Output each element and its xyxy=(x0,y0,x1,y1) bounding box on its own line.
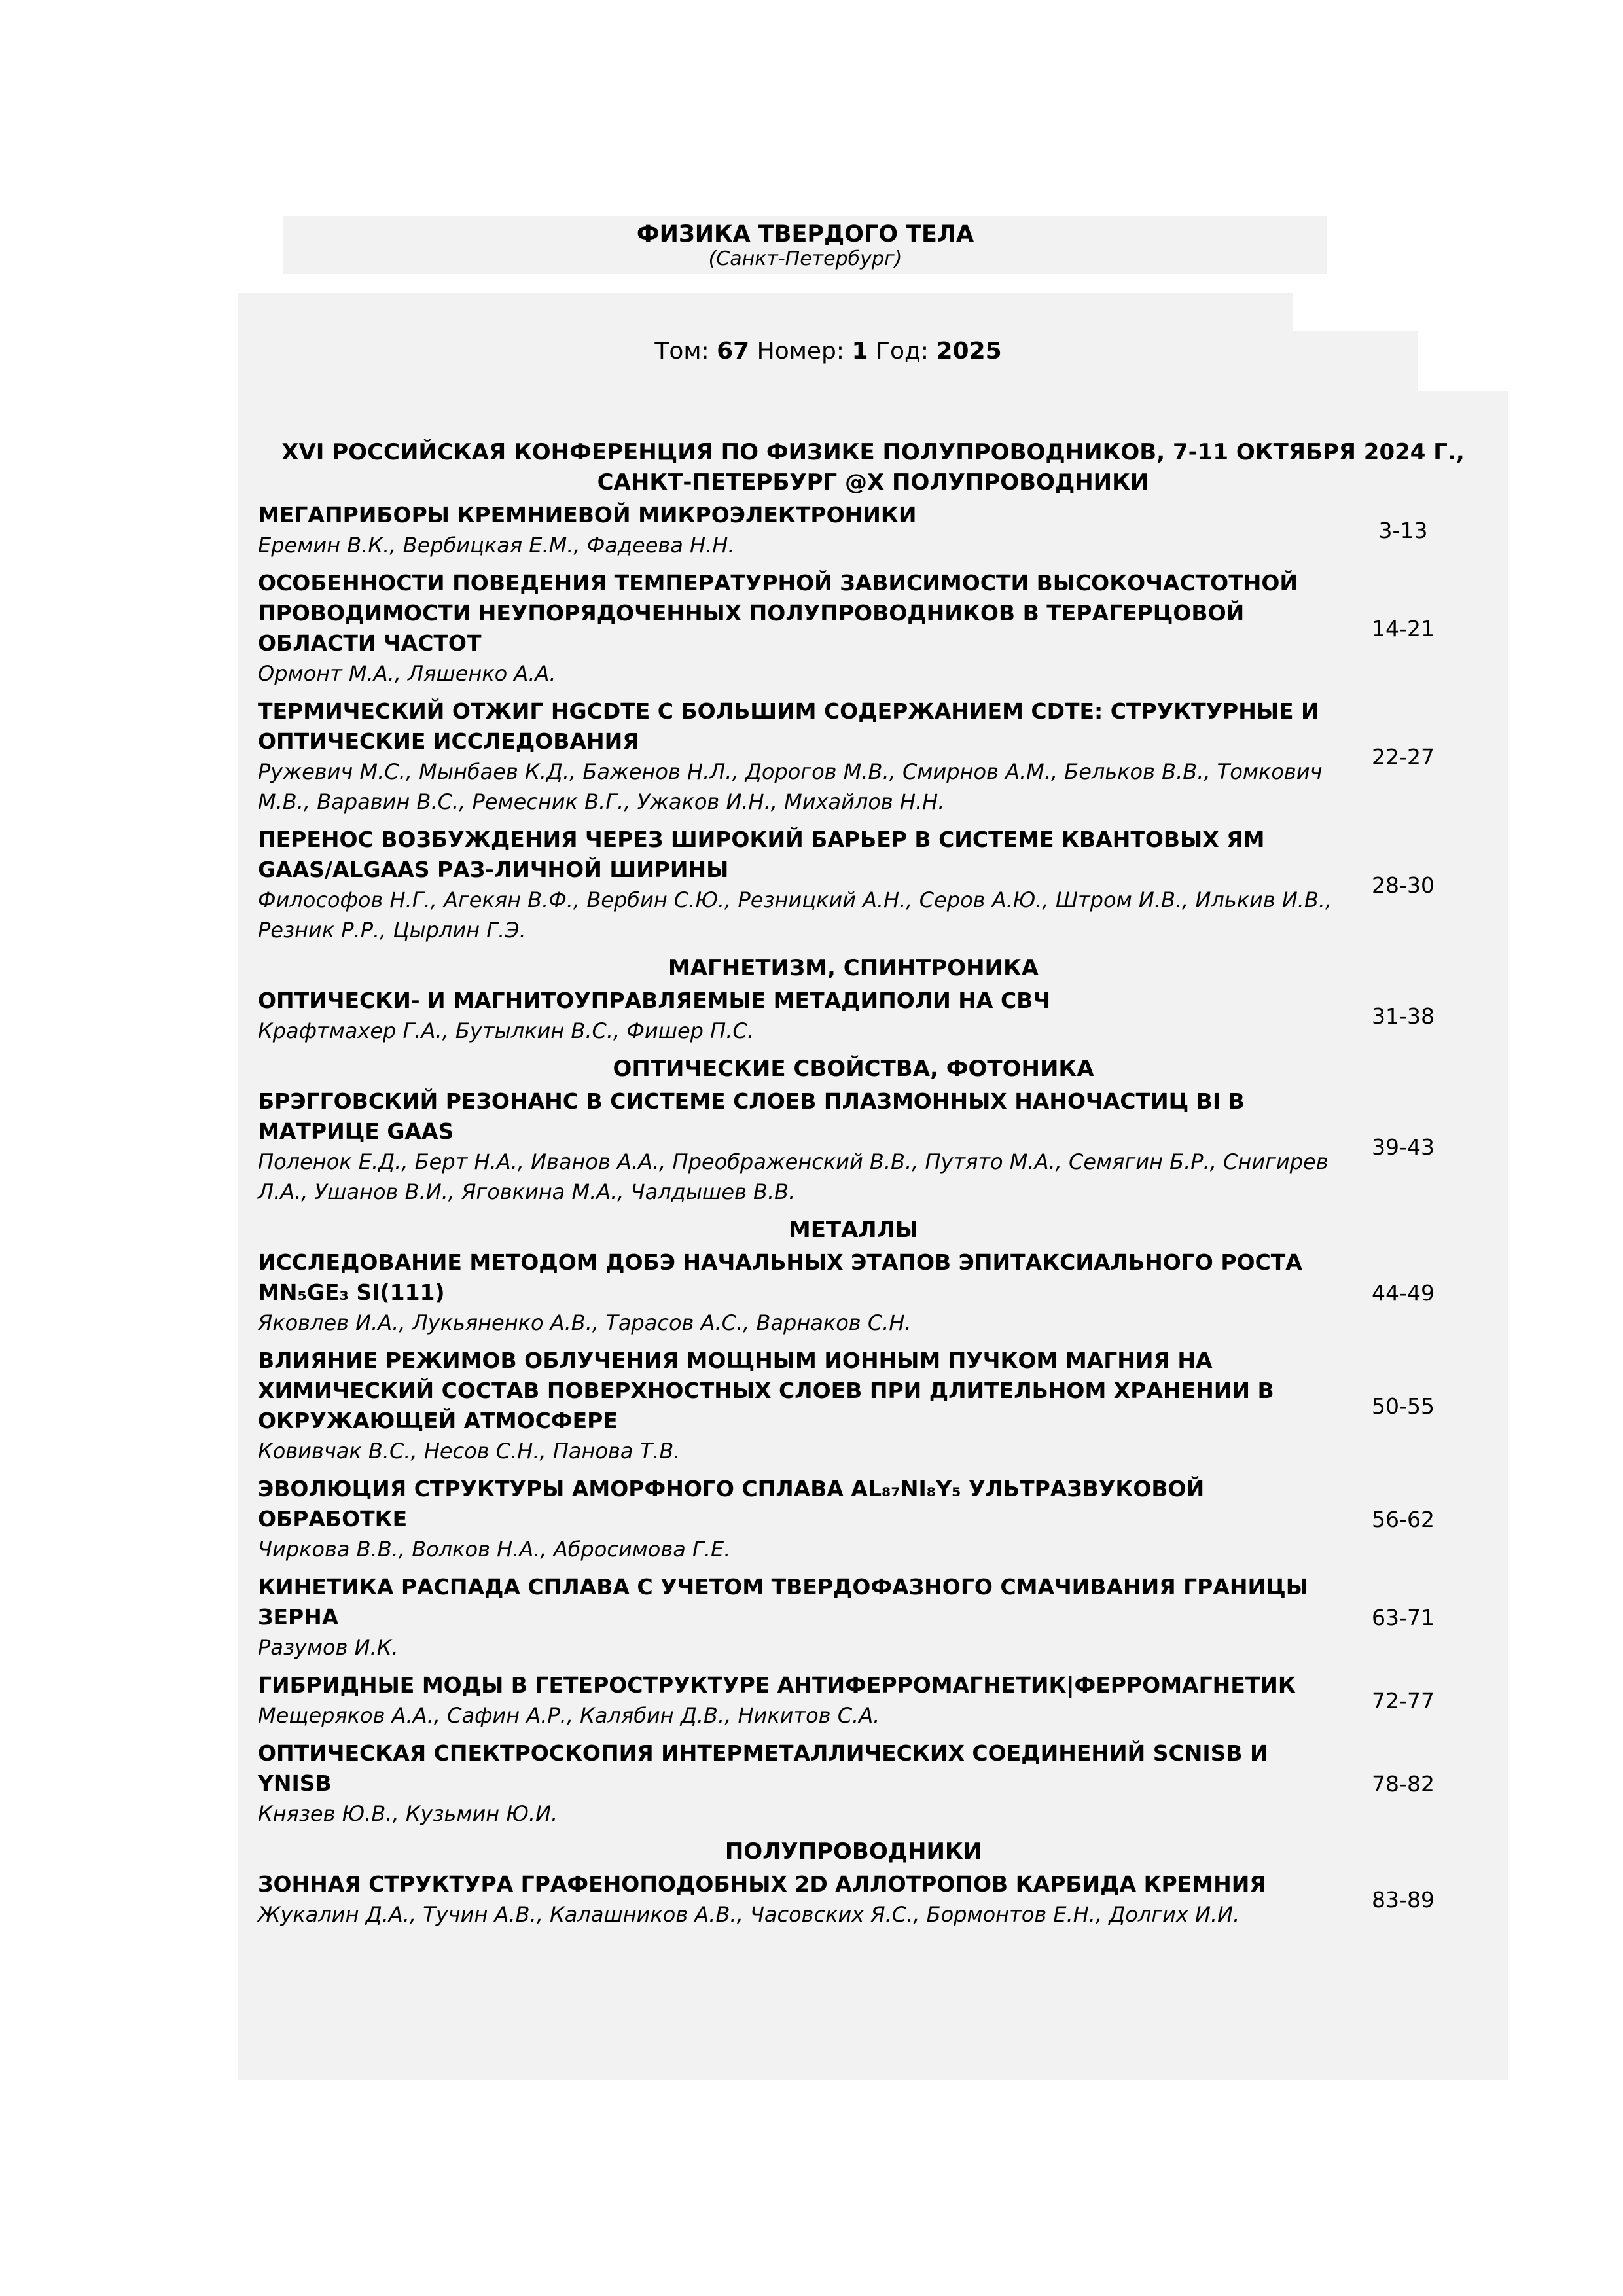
article-authors: Жукалин Д.А., Тучин А.В., Калашников А.В., Часовских Я.С., Бормонтов Е.Н., Долгих И.И. xyxy=(258,1902,1240,1927)
article-body xyxy=(238,1247,1338,1338)
article-authors: Ружевич М.С., Мынбаев К.Д., Баженов Н.Л., Дорогов М.В., Смирнов А.М., Бельков В.В., Томкович М.В., Варавин В.С., Ремесник В.Г., Ужаков И.Н., Михайлов Н.Н. xyxy=(258,759,1323,814)
article-entry xyxy=(238,986,1508,1046)
article-pages: 14-21 xyxy=(1372,615,1435,641)
article-entry xyxy=(238,1670,1508,1731)
article-pages: 63-71 xyxy=(1372,1604,1435,1630)
article-entry xyxy=(238,825,1508,945)
journal-title: ФИЗИКА ТВЕРДОГО ТЕЛА xyxy=(636,221,974,247)
article-title-link[interactable]: МЕГАПРИБОРЫ КРЕМНИЕВОЙ МИКРОЭЛЕКТРОНИКИ xyxy=(258,502,917,528)
article-body xyxy=(238,1346,1338,1466)
article-pages: 83-89 xyxy=(1372,1886,1435,1912)
year-value: 2025 xyxy=(936,338,1002,365)
article-body xyxy=(238,1572,1338,1662)
article-title-link[interactable]: ГИБРИДНЫЕ МОДЫ В ГЕТЕРОСТРУКТУРЕ АНТИФЕРРОМАГНЕТИК|ФЕРРОМАГНЕТИК xyxy=(258,1672,1296,1698)
article-body xyxy=(238,1086,1338,1207)
article-entry xyxy=(238,568,1508,689)
article-authors: Князев Ю.В., Кузьмин Ю.И. xyxy=(258,1801,558,1826)
article-authors: Философов Н.Г., Агекян В.Ф., Вербин С.Ю., Резницкий А.Н., Серов А.Ю., Штром И.В., Илькив И.В., Резник Р.Р., Цырлин Г.Э. xyxy=(258,888,1332,942)
article-title-link[interactable]: ЗОННАЯ СТРУКТУРА ГРАФЕНОПОДОБНЫХ 2D АЛЛОТРОПОВ КАРБИДА КРЕМНИЯ xyxy=(258,1871,1266,1897)
article-body xyxy=(238,1474,1338,1564)
article-title-link[interactable]: КИНЕТИКА РАСПАДА СПЛАВА С УЧЕТОМ ТВЕРДОФАЗНОГО СМАЧИВАНИЯ ГРАНИЦЫ ЗЕРНА xyxy=(258,1574,1308,1630)
article-entry xyxy=(238,1346,1508,1466)
journal-city: (Санкт-Петербург) xyxy=(708,247,902,270)
article-title-link[interactable]: ВЛИЯНИЕ РЕЖИМОВ ОБЛУЧЕНИЯ МОЩНЫМ ИОННЫМ ПУЧКОМ МАГНИЯ НА ХИМИЧЕСКИЙ СОСТАВ ПОВЕРХНОСТНЫХ СЛОЕВ ПРИ ДЛИТЕЛЬНОМ ХРАНЕНИИ В ОКРУЖАЮЩЕЙ АТМОСФЕРЕ xyxy=(258,1348,1274,1433)
article-authors: Яковлев И.А., Лукьяненко А.В., Тарасов А.С., Варнаков С.Н. xyxy=(258,1310,912,1335)
article-authors: Ормонт М.А., Ляшенко А.А. xyxy=(258,661,556,686)
article-entry xyxy=(238,1869,1508,1929)
number-label: Номер: xyxy=(757,338,845,365)
article-authors: Чиркова В.В., Волков Н.А., Абросимова Г.Е. xyxy=(258,1537,731,1562)
section-heading: ПОЛУПРОВОДНИКИ xyxy=(724,1839,982,1865)
article-pages: 22-27 xyxy=(1372,744,1435,770)
section-heading: МЕТАЛЛЫ xyxy=(788,1217,919,1243)
journal-header xyxy=(283,216,1327,274)
article-authors: Крафтмахер Г.А., Бутылкин В.С., Фишер П.С. xyxy=(258,1018,754,1043)
article-pages: 72-77 xyxy=(1372,1687,1435,1713)
article-body xyxy=(238,568,1338,689)
section-heading: ОПТИЧЕСКИЕ СВОЙСТВА, ФОТОНИКА xyxy=(613,1056,1094,1082)
article-pages: 28-30 xyxy=(1372,872,1435,898)
article-title-link[interactable]: БРЭГГОВСКИЙ РЕЗОНАНС В СИСТЕМЕ СЛОЕВ ПЛАЗМОННЫХ НАНОЧАСТИЦ BI В МАТРИЦЕ GAAS xyxy=(258,1088,1245,1144)
year-label: Год: xyxy=(876,338,929,365)
article-authors: Разумов И.К. xyxy=(258,1635,399,1660)
article-body xyxy=(238,500,1338,560)
article-body xyxy=(238,1869,1338,1929)
article-pages: 39-43 xyxy=(1372,1134,1435,1160)
volume-value: 67 xyxy=(717,338,750,365)
article-body xyxy=(238,1738,1338,1829)
article-authors: Ковивчак В.С., Несов С.Н., Панова Т.В. xyxy=(258,1439,681,1463)
article-entry xyxy=(238,500,1508,560)
article-authors: Поленок Е.Д., Берт Н.А., Иванов А.А., Преображенский В.В., Путято М.А., Семягин Б.Р., Снигирев Л.А., Ушанов В.И., Яговкина М.А., Чалдышев В.В. xyxy=(258,1149,1329,1204)
article-entry xyxy=(238,1086,1508,1207)
article-title-link[interactable]: ЭВОЛЮЦИЯ СТРУКТУРЫ АМОРФНОГО СПЛАВА AL₈₇NI₈Y₅ УЛЬТРАЗВУКОВОЙ ОБРАБОТКЕ xyxy=(258,1476,1205,1532)
article-pages: 56-62 xyxy=(1372,1506,1435,1532)
issue-info xyxy=(238,337,1418,366)
section-heading: МАГНЕТИЗМ, СПИНТРОНИКА xyxy=(668,955,1039,981)
article-pages: 44-49 xyxy=(1372,1280,1435,1306)
article-title-link[interactable]: ИССЛЕДОВАНИЕ МЕТОДОМ ДОБЭ НАЧАЛЬНЫХ ЭТАПОВ ЭПИТАКСИАЛЬНОГО РОСТА MN₅GE₃ SI(111) xyxy=(258,1249,1302,1305)
article-pages: 31-38 xyxy=(1372,1003,1435,1029)
article-pages: 3-13 xyxy=(1378,517,1428,543)
article-body xyxy=(238,986,1338,1046)
article-title-link[interactable]: ОПТИЧЕСКАЯ СПЕКТРОСКОПИЯ ИНТЕРМЕТАЛЛИЧЕСКИХ СОЕДИНЕНИЙ SCNISB И YNISB xyxy=(258,1740,1268,1796)
article-authors: Еремин В.К., Вербицкая Е.М., Фадеева Н.Н. xyxy=(258,533,735,558)
article-body xyxy=(238,1670,1338,1731)
article-body xyxy=(238,696,1338,817)
article-pages: 78-82 xyxy=(1372,1770,1435,1797)
article-entry xyxy=(238,696,1508,817)
article-entry xyxy=(238,1247,1508,1338)
number-value: 1 xyxy=(851,338,868,365)
section-heading: XVI РОССИЙСКАЯ КОНФЕРЕНЦИЯ ПО ФИЗИКЕ ПОЛУПРОВОДНИКОВ, 7-11 ОКТЯБРЯ 2024 Г., САНКТ-ПЕТЕРБУРГ @X ПОЛУПРОВОДНИКИ xyxy=(281,439,1465,495)
article-authors: Мещеряков А.А., Сафин А.Р., Калябин Д.В., Никитов С.А. xyxy=(258,1703,880,1728)
article-pages: 50-55 xyxy=(1372,1393,1435,1419)
article-entry xyxy=(238,1738,1508,1829)
article-entry xyxy=(238,1572,1508,1662)
article-title-link[interactable]: ОПТИЧЕСКИ- И МАГНИТОУПРАВЛЯЕМЫЕ МЕТАДИПОЛИ НА СВЧ xyxy=(258,988,1050,1013)
article-title-link[interactable]: ПЕРЕНОС ВОЗБУЖДЕНИЯ ЧЕРЕЗ ШИРОКИЙ БАРЬЕР В СИСТЕМЕ КВАНТОВЫХ ЯМ GAAS/ALGAAS РАЗ-ЛИЧНОЙ ШИРИНЫ xyxy=(258,827,1265,882)
table-of-contents xyxy=(238,437,1508,1937)
article-title-link[interactable]: ТЕРМИЧЕСКИЙ ОТЖИГ HGCDTE С БОЛЬШИМ СОДЕРЖАНИЕМ CDTE: СТРУКТУРНЫЕ И ОПТИЧЕСКИЕ ИССЛЕДОВАНИЯ xyxy=(258,698,1319,754)
article-title-link[interactable]: ОСОБЕННОСТИ ПОВЕДЕНИЯ ТЕМПЕРАТУРНОЙ ЗАВИСИМОСТИ ВЫСОКОЧАСТОТНОЙ ПРОВОДИМОСТИ НЕУПОРЯДОЧЕННЫХ ПОЛУПРОВОДНИКОВ В ТЕРАГЕРЦОВОЙ ОБЛАСТИ ЧАСТОТ xyxy=(258,570,1298,656)
article-body xyxy=(238,825,1338,945)
article-entry xyxy=(238,1474,1508,1564)
volume-label: Том: xyxy=(654,338,709,365)
header-band xyxy=(238,293,1293,332)
